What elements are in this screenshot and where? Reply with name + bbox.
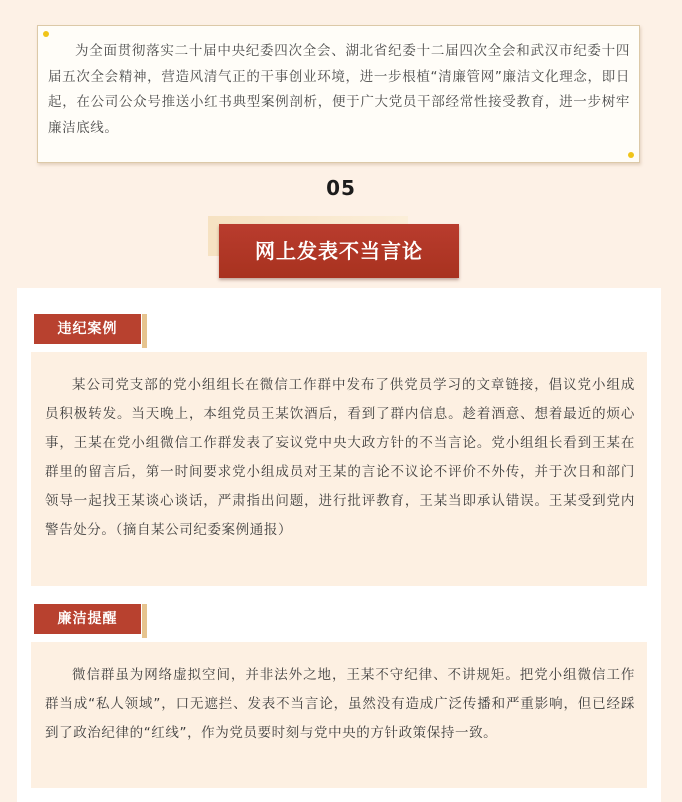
section-label: 廉洁提醒 bbox=[57, 611, 118, 627]
section-body-violation-case bbox=[31, 352, 647, 586]
case-number: 05 bbox=[326, 176, 356, 200]
section-label: 违纪案例 bbox=[57, 321, 118, 337]
section-text: 微信群虽为网络虚拟空间，并非法外之地，王某不守纪律、不讲规矩。把党小组微信工作群当成“私人领域”，口无遮拦、发表不当言论，虽然没有造成广泛传播和严重影响，但已经踩到了政治纪律的“红线”，作为党员要时刻与党中央的方针政策保持一致。 bbox=[45, 667, 635, 741]
intro-box bbox=[37, 25, 640, 163]
content-card bbox=[17, 288, 661, 802]
tag-accent-bar bbox=[142, 604, 147, 638]
corner-dot-icon bbox=[628, 152, 634, 158]
case-title: 网上发表不当言论 bbox=[255, 239, 423, 263]
tag-accent-bar bbox=[142, 314, 147, 348]
title-banner bbox=[219, 224, 459, 278]
section-tag-integrity-reminder bbox=[34, 604, 151, 638]
intro-text: 为全面贯彻落实二十届中央纪委四次全会、湖北省纪委十二届四次全会和武汉市纪委十四届五次全会精神，营造风清气正的干事创业环境，进一步根植“清廉管网”廉洁文化理念，即日起，在公司公众号推送小红书典型案例剖析，便于广大党员干部经常性接受教育，进一步树牢廉洁底线。 bbox=[48, 43, 630, 136]
section-tag-violation-case bbox=[34, 314, 151, 348]
corner-dot-icon bbox=[43, 31, 49, 37]
section-body-integrity-reminder bbox=[31, 642, 647, 788]
section-text: 某公司党支部的党小组组长在微信工作群中发布了供党员学习的文章链接，倡议党小组成员积极转发。当天晚上，本组党员王某饮酒后，看到了群内信息。趁着酒意、想着最近的烦心事，王某在党小组微信工作群发表了妄议党中央大政方针的不当言论。党小组组长看到王某在群里的留言后，第一时间要求党小组成员对王某的言论不议论不评价不外传，并于次日和部门领导一起找王某谈心谈话，严肃指出问题，进行批评教育，王某当即承认错误。王某受到党内警告处分。（摘自某公司纪委案例通报） bbox=[45, 377, 635, 538]
